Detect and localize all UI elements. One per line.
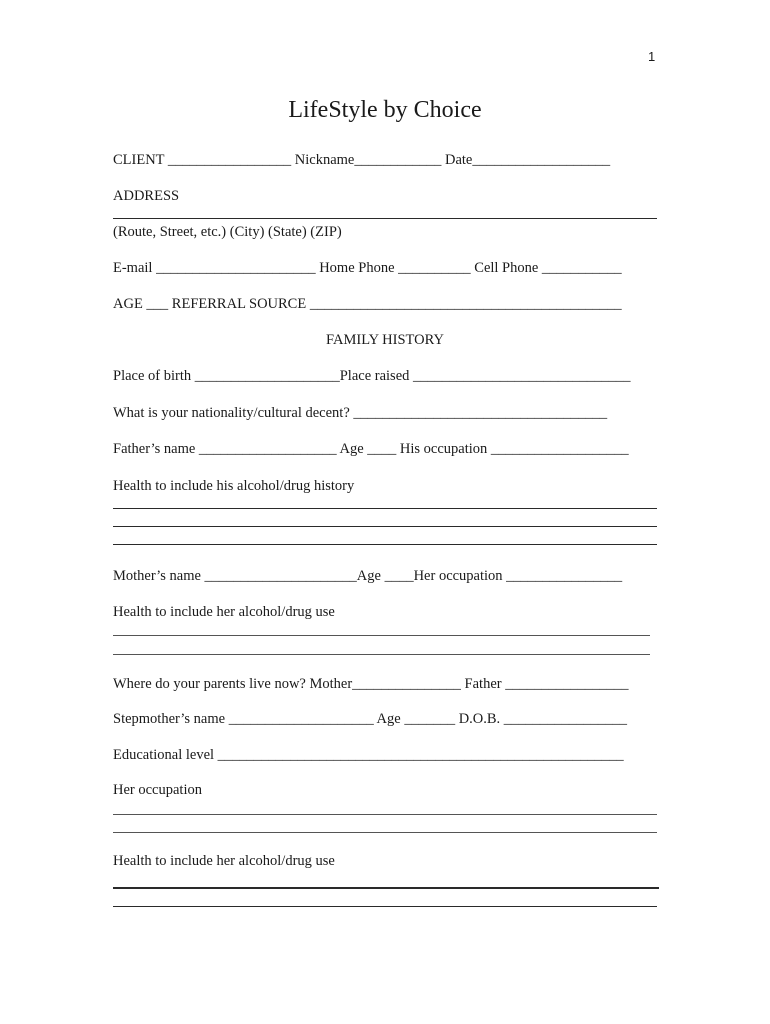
section-heading-family-history: FAMILY HISTORY	[326, 332, 444, 348]
mother-health-rule-1	[113, 635, 650, 636]
education-line: Educational level ________________________________________________________	[113, 747, 624, 763]
address-label: ADDRESS	[113, 188, 180, 204]
birth-raised-line: Place of birth ____________________Place raised ______________________________	[113, 368, 631, 384]
father-health-rule-3	[113, 544, 657, 545]
nationality-line: What is your nationality/cultural decent? ___________________________________	[113, 405, 608, 421]
father-line: Father’s name ___________________ Age ____ His occupation ___________________	[113, 441, 629, 457]
father-health-rule-2	[113, 526, 657, 527]
stepmother-line: Stepmother’s name ____________________ Age _______ D.O.B. _________________	[113, 711, 628, 727]
her-occupation-label: Her occupation	[113, 782, 202, 798]
stepmother-health-rule-2	[113, 906, 657, 907]
her-occupation-rule-1	[113, 814, 657, 815]
parents-live-line: Where do your parents live now? Mother_______________ Father _________________	[113, 676, 629, 692]
address-rule	[113, 218, 657, 219]
father-health-rule-1	[113, 508, 657, 509]
mother-line: Mother’s name _____________________Age ____Her occupation ________________	[113, 568, 623, 584]
address-hint: (Route, Street, etc.) (City) (State) (ZIP)	[113, 224, 342, 240]
contact-line: E-mail ______________________ Home Phone __________ Cell Phone ___________	[113, 260, 622, 276]
page-number: 1	[648, 49, 656, 64]
stepmother-health-label: Health to include her alcohol/drug use	[113, 853, 335, 869]
client-line: CLIENT _________________ Nickname____________ Date___________________	[113, 152, 611, 168]
father-health-label: Health to include his alcohol/drug history	[113, 478, 355, 494]
page-title: LifeStyle by Choice	[288, 97, 482, 123]
stepmother-health-rule-1	[113, 887, 659, 889]
her-occupation-rule-2	[113, 832, 657, 833]
mother-health-rule-2	[113, 654, 650, 655]
mother-health-label: Health to include her alcohol/drug use	[113, 604, 335, 620]
age-referral-line: AGE ___ REFERRAL SOURCE ___________________________________________	[113, 296, 622, 312]
